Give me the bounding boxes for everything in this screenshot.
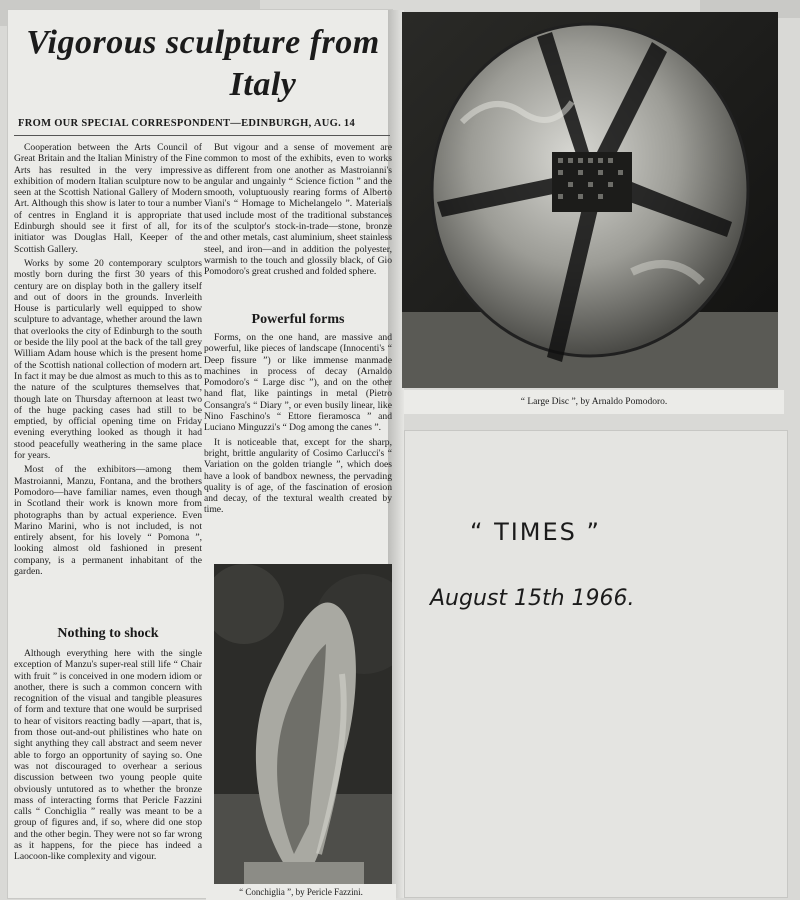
- divider: [14, 135, 390, 136]
- paragraph: Forms, on the one hand, are massive and powerful, like pieces of landscape (Innocenti's “ Deep fissure ”) or like immense manmade machines in process of decay (Arnaldo Pomodoro's “ Large disc ”), and on the other hand flat, like paintings in metal (Pietro Consangra's “ Diary ”, or even busily linear, like Nino Faschino's “ Ettore fieramosca ” and Luciano Minguzzi's “ Dog among the canes ”.: [204, 332, 392, 434]
- conchiglia-image: [214, 564, 392, 884]
- paragraph: It is noticeable that, except for the sharp, bright, brittle angularity of Cosimo Carlucci's “ Variation on the golden triangle ”, which does have a look of bandbox newness, the pervading quality is of age, of the fascination of erosion and decay, of the textural wealth created by time.: [204, 436, 392, 516]
- paragraph: Works by some 20 contemporary sculptors mostly born during the first 30 years of this century are on display both in the gallery itself and out of doors in the grounds. Inverleith House is particularly well equipped to show sculpture to advantage, whether around the lawn that overlooks the city of Edinburgh to the south or beside the lily pool at the back of the tall grey William Adam house which is the present home of the Scottish national collection of modern art. In fact it may be due almost as much to this as to the nature of the sculptures themselves that, though late on Thursday afternoon at least two of the huge packing cases had still to be emptied, by official opening time on Friday evening everything looked as though it had stood peacefully weathering in the same place for years.: [14, 257, 202, 462]
- article-headline: [18, 22, 388, 106]
- article-column-2-continued: [204, 332, 392, 519]
- paragraph: Cooperation between the Arts Council of Great Britain and the Italian Ministry of the Fine Arts has resulted in the very impressive exhibition of modern Italian sculpture now to be seen at the Scottish National Gallery of Modern Art. Although this show is later to tour a number of centres in England it is appropriate that Edinburgh should see it first of all, for its initiator was Douglas Hall, Keeper of the Scottish Gallery.: [14, 142, 202, 255]
- subheading-powerful-forms: Powerful forms: [251, 312, 345, 327]
- subheading-nothing-to-shock: Nothing to shock: [57, 626, 159, 641]
- caption-conchiglia: “ Conchiglia ”, by Pericle Fazzini.: [206, 884, 396, 900]
- headline-line: Italy: [229, 66, 297, 103]
- paragraph: Most of the exhibitors—among them Mastroianni, Manzu, Fontana, and the brothers Pomodoro—have familiar names, even though in Scotland their work is known more from photographs than by actual experience. Even Marino Marini, who is not included, is not entirely absent, for his lovely “ Pomona ”, looking almost old fashioned in present company, is a permanent inhabitant of the garden.: [14, 464, 202, 577]
- photo-conchiglia: [214, 564, 392, 884]
- headline-line: Vigorous sculpture from: [26, 24, 380, 61]
- article-column-1: [14, 142, 202, 580]
- photo-large-disc: [402, 12, 778, 388]
- handwritten-source: “ TIMES ”: [470, 518, 601, 546]
- handwritten-note-card: [404, 430, 788, 898]
- paragraph: Although everything here with the single exception of Manzu's super-real still life “ Chair with fruit ” is conceived in one modern idiom or another, there is such a common concern with recognition of the visual and tangible pleasures of form and texture that one would be surprised to hear of visitors reacting badly —apart, that is, from those out-and-out philistines who hate on sight anything they call abstract and seem never able to forgo an opportunity of saying so. One was not discouraged to overhear a serious discussion between two young people quite obviously untutored as to whether the bronze mass of interacting forms that Pericle Fazzini calls “ Conchiglia ” really was meant to be a group of figures and, if so, where did one stop and the other begin. They were not so far wrong as it happens, for the piece has indeed a Laocoon-like complexity and vigour.: [14, 648, 202, 863]
- article-column-2: [204, 142, 392, 281]
- handwritten-date: August 15th 1966.: [430, 586, 635, 611]
- article-byline: FROM OUR SPECIAL CORRESPONDENT—EDINBURGH, AUG. 14: [18, 118, 356, 129]
- article-column-1-continued: [14, 648, 202, 866]
- caption-large-disc: “ Large Disc ”, by Arnaldo Pomodoro.: [404, 390, 784, 414]
- large-disc-image: [402, 12, 778, 388]
- paragraph: But vigour and a sense of movement are common to most of the exhibits, even to works as different from one another as Mastroianni's angular and ungainly “ Science fiction ” and the smooth, voluptuously rearing forms of Alberto Viani's “ Homage to Michelangelo ”. Materials used include most of the traditional substances of the sculptor's stock-in-trade—stone, bronze and other metals, cast aluminium, sheet stainless steel, and iron—and in addition the polyester, warmish to the touch and glossily black, of Gio Pomodoro's great crushed and folded sphere.: [204, 142, 392, 278]
